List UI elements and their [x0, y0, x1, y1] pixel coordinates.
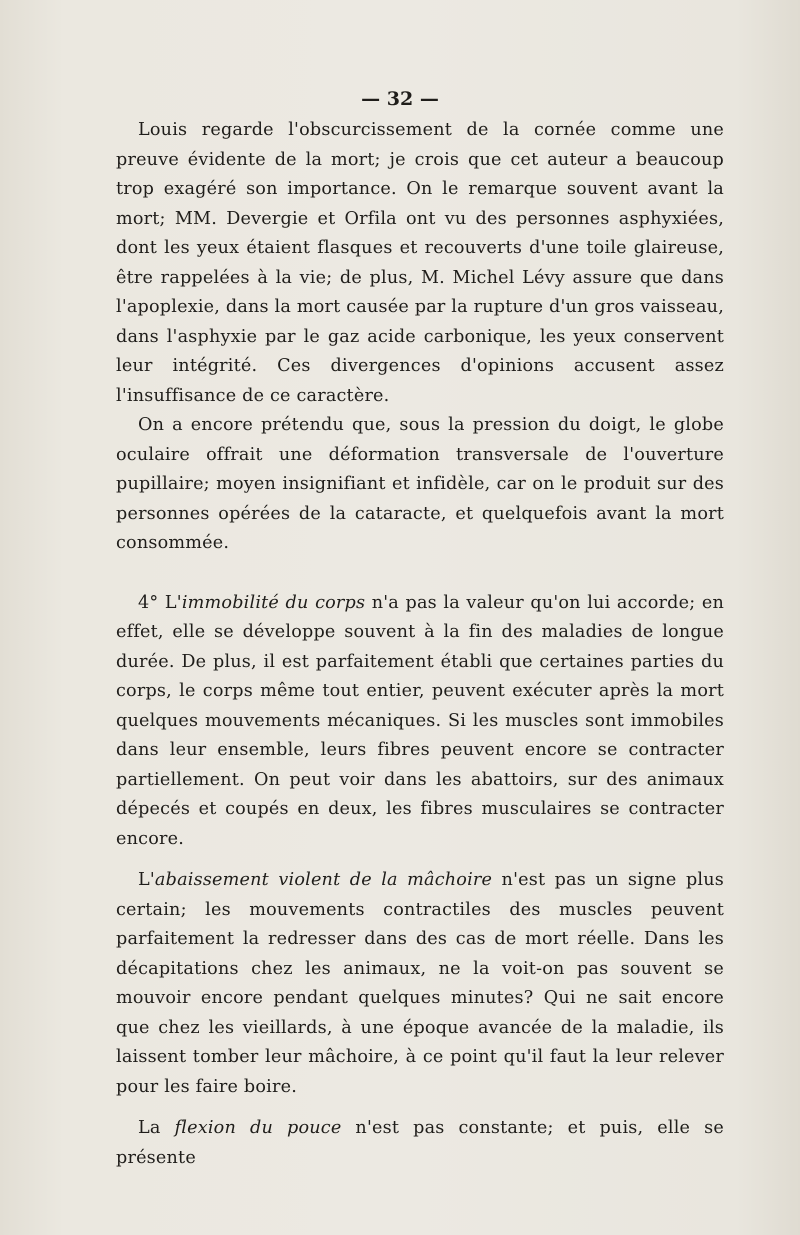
paragraph-text: Louis regarde l'obscurcissement de la cornée comme une preuve évidente de la mort; je crois que cet auteur a beaucoup trop exagéré son importance. On le remarque souvent avant la mort; MM. Devergie et Orfila ont vu des personnes asphyxiées, dont les yeux étaient flasques et recouverts d'une toile glaireuse, être rappelées à la vie; de plus, M. Michel Lévy assure que dans l'apoplexie, dans la mort causée par la rupture d'un gros vaisseau, dans l'asphyxie par le gaz acide carbonique, les yeux conservent leur intégrité. Ces divergences d'opinions accusent assez l'insuffisance de ce caractère.	[116, 120, 724, 406]
page-number: — 32 —	[361, 88, 439, 110]
body-text	[116, 116, 724, 1173]
italic-term: abaissement violent de la mâchoire	[154, 870, 493, 890]
paragraph-text: n'est pas un signe plus certain; les mouvements contractiles des muscles peuvent parfaitement la redresser dans des cas de mort réelle. Dans les décapitations chez les animaux, ne la voit-on pas souvent se mouvoir encore pendant quelques minutes? Qui ne sait encore que chez les vieillards, à une époque avancée de la maladie, ils laissent tomber leur mâchoire, à ce point qu'il faut la leur relever pour les faire boire.	[116, 870, 724, 1097]
paragraph-jaw	[116, 866, 724, 1102]
paragraph-immobility	[116, 589, 724, 855]
paragraph-globe	[116, 411, 724, 559]
paragraph-text: n'est pas constante; et puis, elle se présente	[116, 1118, 725, 1168]
paragraph-thumb	[116, 1114, 724, 1173]
paragraph-text: n'a pas la valeur qu'on lui accorde; en effet, elle se développe souvent à la fin des maladies de longue durée. De plus, il est parfaitement établi que certaines parties du corps, le corps même tout entier, peuvent exécuter après la mort quelques mouvements mécaniques. Si les muscles sont immobiles dans leur ensemble, leurs fibres peuvent encore se contracter partiellement. On peut voir dans les abattoirs, sur des animaux dépecés et coupés en deux, les fibres musculaires se contracter encore.	[116, 592, 724, 849]
paragraph-lead: La	[138, 1118, 175, 1138]
paragraph-lead: 4° L'	[138, 592, 182, 613]
paragraph-text: On a encore prétendu que, sous la pression du doigt, le globe oculaire offrait une déformation transversale de l'ouverture pupillaire; moyen insignifiant et infidèle, car on le produit sur des personnes opérées de la cataracte, et quelquefois avant la mort consommée.	[116, 415, 724, 553]
paragraph-lead: L'	[138, 870, 155, 890]
italic-term: immobilité du corps	[181, 592, 366, 613]
paragraph-cornea	[116, 116, 724, 411]
italic-term: flexion du pouce	[174, 1118, 342, 1138]
